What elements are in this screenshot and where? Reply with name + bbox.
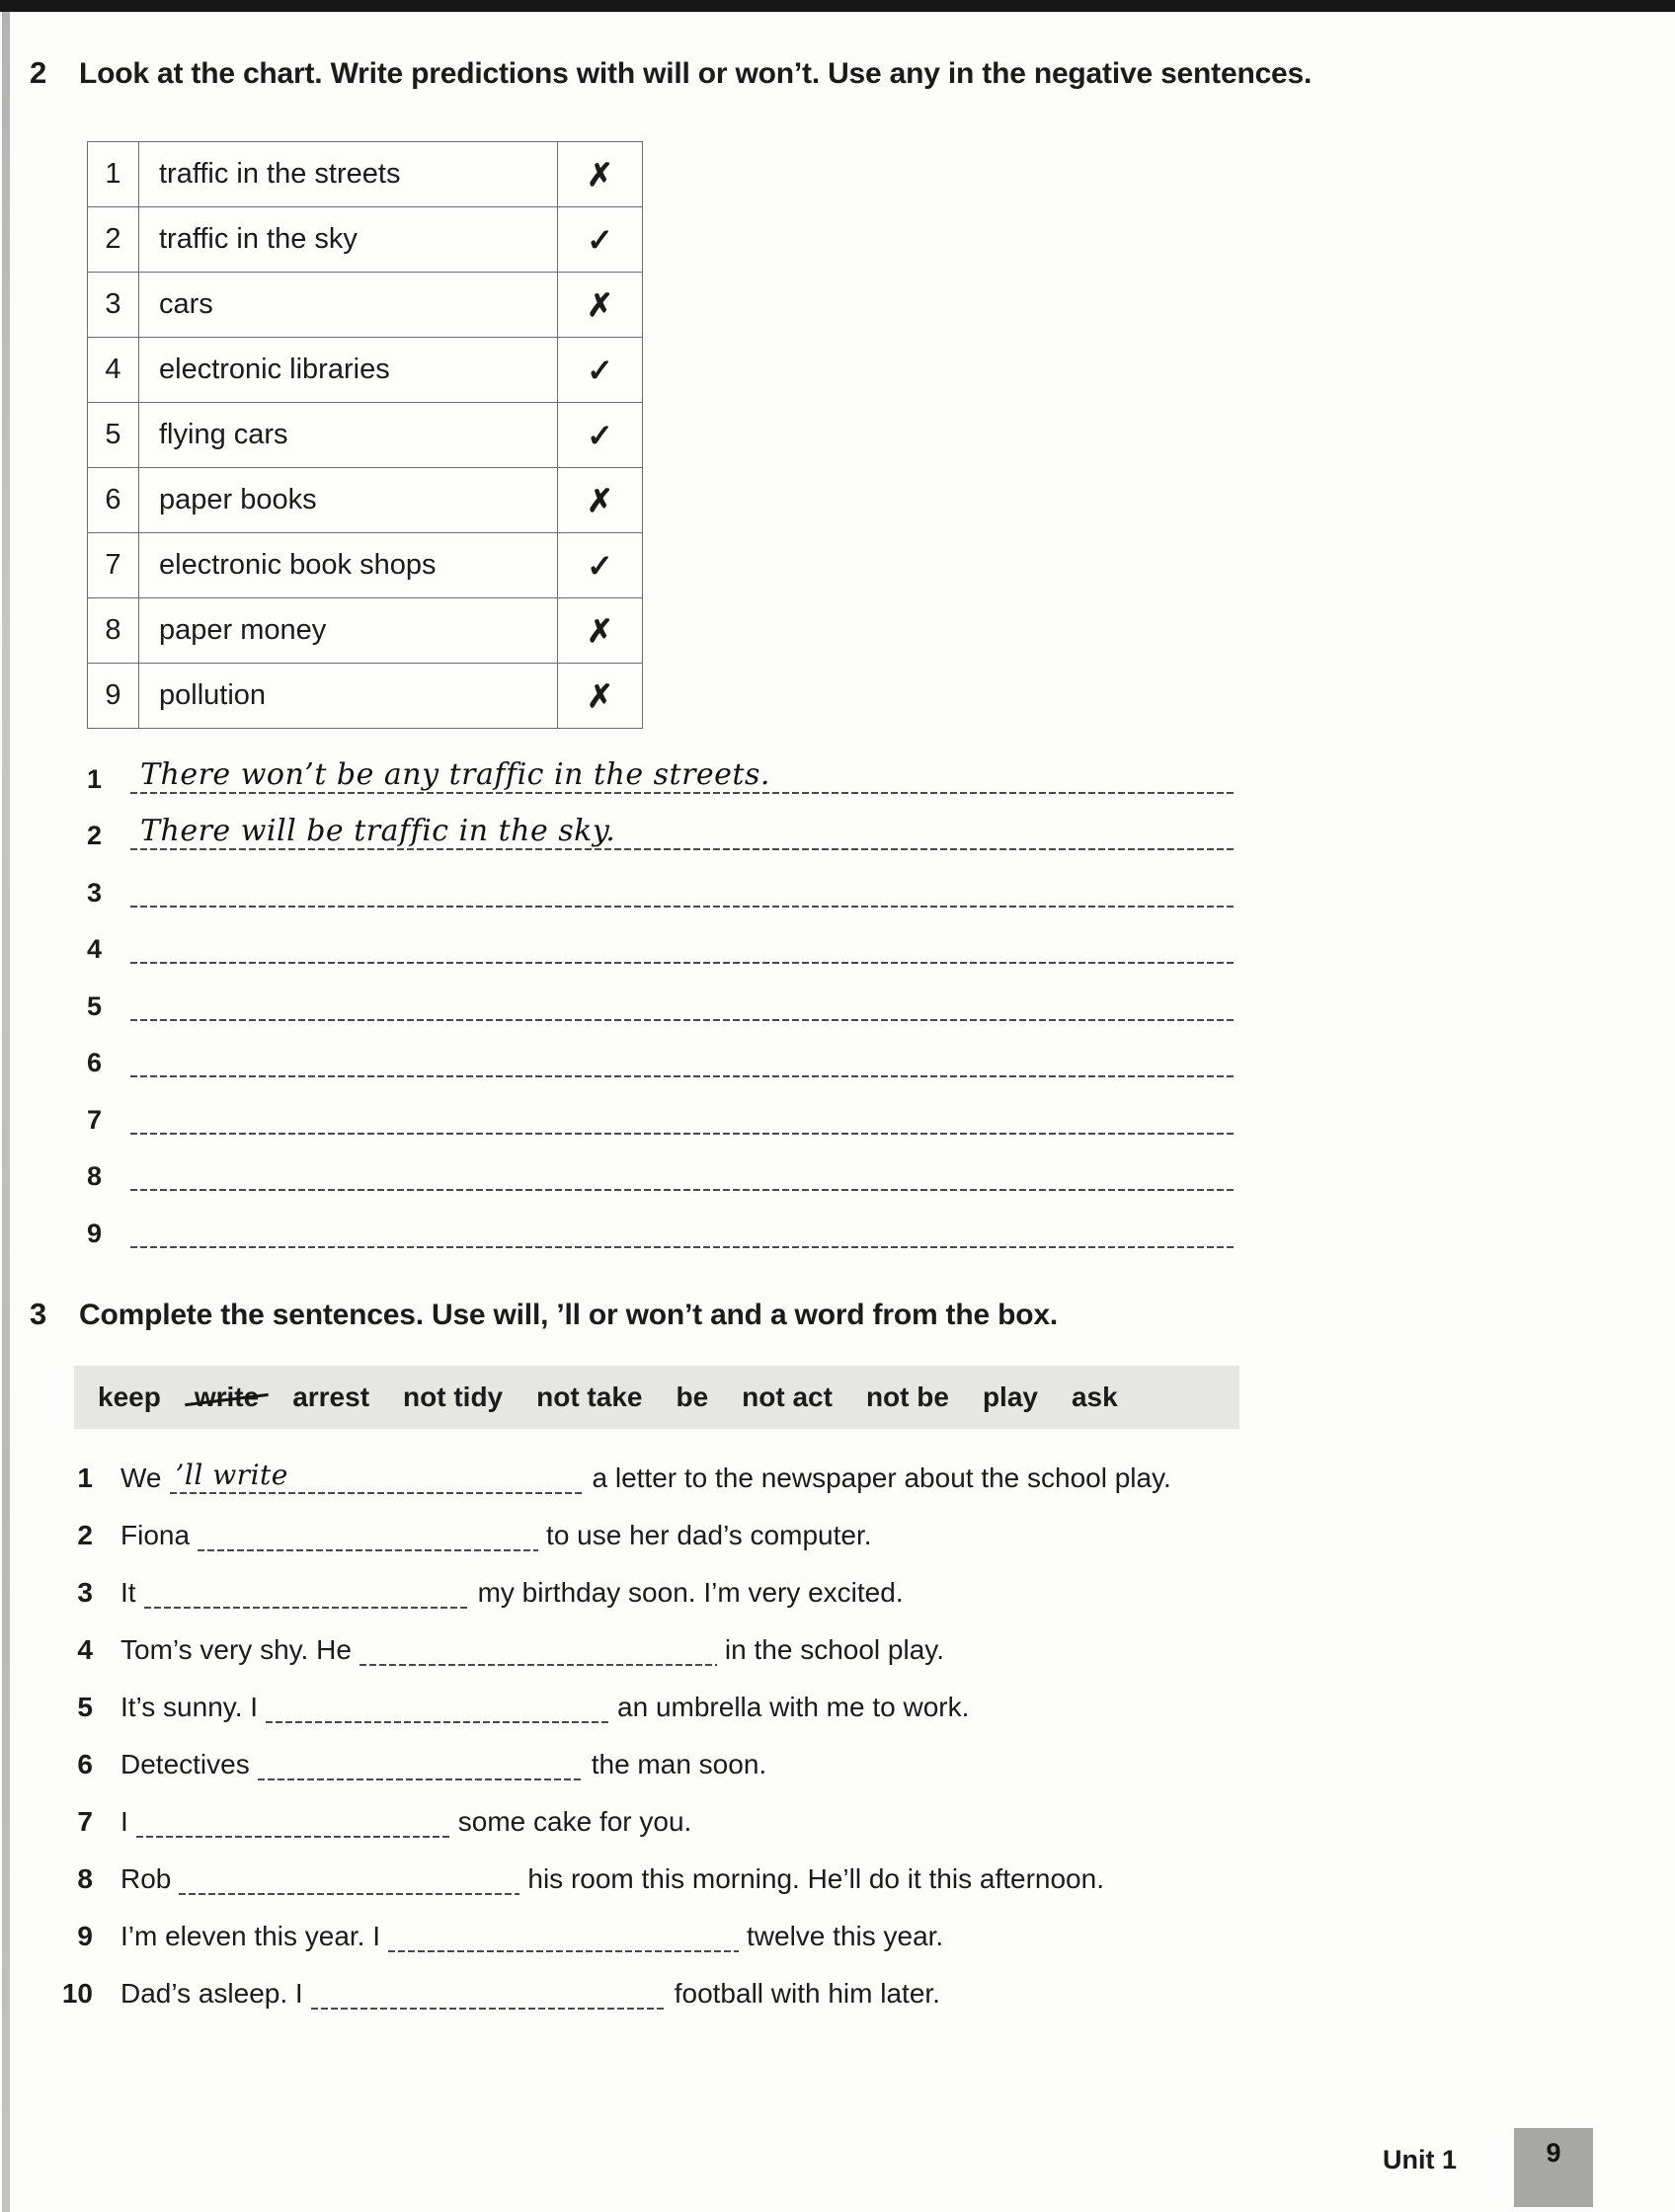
sentence-before: Detectives — [120, 1749, 250, 1779]
exercise2-header — [30, 55, 1312, 91]
chart-row — [88, 207, 643, 273]
sentence-after: my birthday soon. I’m very excited. — [477, 1577, 904, 1608]
sentence-number: 6 — [77, 1749, 93, 1779]
sentence-before: Tom’s very shy. He — [120, 1634, 352, 1665]
chart-row-item: paper money — [139, 598, 558, 664]
sentence-text — [120, 1978, 940, 2010]
chart-row-number: 3 — [88, 273, 139, 338]
answer-row — [87, 908, 1252, 965]
chart-row-number: 1 — [88, 142, 139, 207]
answer-number: 1 — [87, 763, 103, 794]
check-icon: ✓ — [558, 207, 643, 273]
chart-row — [88, 273, 643, 338]
sentence-9-blank[interactable] — [388, 1923, 739, 1952]
sentence-text — [120, 1577, 904, 1609]
sentence-5-blank[interactable] — [266, 1694, 609, 1723]
chart-row-item: cars — [139, 273, 558, 338]
unit-label: Unit 1 — [1383, 2145, 1458, 2174]
word-box-word: arrest — [292, 1382, 370, 1412]
sentence-after: the man soon. — [591, 1749, 767, 1779]
chart-row-number: 7 — [88, 533, 139, 598]
answer-row — [87, 1077, 1252, 1135]
sentence-row — [49, 1494, 1171, 1551]
sentence-before: I — [120, 1806, 128, 1837]
chart-row-number: 9 — [88, 664, 139, 729]
answer-line-1[interactable] — [130, 754, 1235, 794]
handwritten-answer: There won’t be any traffic in the streets. — [140, 756, 770, 792]
word-box-word: not be — [865, 1382, 949, 1412]
answer-number: 4 — [87, 934, 103, 964]
sentence-before: It’s sunny. I — [120, 1692, 259, 1722]
sentence-text — [120, 1863, 1104, 1895]
answer-line-2[interactable] — [130, 811, 1235, 850]
chart-row — [88, 338, 643, 403]
sentence-7-blank[interactable] — [136, 1808, 450, 1838]
sentence-row — [49, 1551, 1171, 1609]
answer-row — [87, 1021, 1252, 1078]
answer-number: 6 — [87, 1048, 103, 1077]
word-box-word: not take — [536, 1382, 643, 1412]
word-box-word: ask — [1071, 1382, 1118, 1412]
sentence-row — [49, 1952, 1171, 2010]
sentence-text — [120, 1459, 1171, 1494]
sentence-number: 10 — [61, 1978, 93, 2009]
answer-row — [87, 1191, 1252, 1248]
exercise3-header — [30, 1297, 1058, 1332]
sentence-before: Dad’s asleep. I — [120, 1978, 303, 2009]
sentence-before: Fiona — [120, 1520, 191, 1550]
sentence-after: some cake for you. — [457, 1806, 692, 1837]
word-box — [74, 1366, 1239, 1429]
sentence-10-blank[interactable] — [311, 1980, 667, 2010]
chart-row — [88, 403, 643, 468]
answer-row — [87, 964, 1252, 1021]
exercise3-number: 3 — [30, 1297, 47, 1331]
answer-line-4[interactable] — [130, 924, 1235, 964]
sentence-number: 9 — [77, 1921, 93, 1951]
answer-number: 7 — [87, 1104, 103, 1135]
sentence-number: 4 — [77, 1634, 93, 1665]
sentence-after: twelve this year. — [747, 1921, 944, 1951]
predictions-chart — [87, 141, 643, 729]
answer-line-9[interactable] — [130, 1209, 1235, 1248]
chart-row-number: 5 — [88, 403, 139, 468]
answer-number: 5 — [87, 990, 103, 1021]
chart-row — [88, 598, 643, 664]
handwritten-answer: There will be traffic in the sky. — [140, 814, 616, 848]
sentence-row — [49, 1723, 1171, 1780]
sentence-text — [120, 1520, 872, 1551]
cross-icon: ✗ — [558, 664, 643, 729]
answer-row — [87, 1135, 1252, 1192]
chart-row-number: 6 — [88, 468, 139, 533]
exercise2-title: Look at the chart. Write predictions with will or won’t. Use any in the negative sentences. — [79, 57, 1313, 90]
chart-row — [88, 142, 643, 207]
sentence-row — [49, 1437, 1171, 1494]
cross-icon: ✗ — [558, 468, 643, 533]
sentence-number: 8 — [77, 1863, 93, 1894]
chart-row — [88, 468, 643, 533]
sentence-after: an umbrella with me to work. — [617, 1692, 970, 1722]
exercise2-answers — [87, 737, 1252, 1248]
word-box-word: keep — [98, 1382, 161, 1412]
sentence-after: his room this morning. He’ll do it this afternoon. — [527, 1863, 1104, 1894]
answer-number: 9 — [87, 1218, 103, 1248]
sentence-number: 5 — [77, 1692, 93, 1722]
sentence-number: 2 — [77, 1520, 93, 1550]
sentence-after: football with him later. — [674, 1978, 940, 2009]
answer-line-3[interactable] — [130, 868, 1235, 908]
chart-row-item: flying cars — [139, 403, 558, 468]
chart-row-item: traffic in the sky — [139, 207, 558, 273]
sentence-row — [49, 1609, 1171, 1666]
sentence-before: We — [120, 1462, 162, 1493]
word-box-word: play — [982, 1382, 1038, 1412]
chart-row-number: 2 — [88, 207, 139, 273]
sentence-number: 3 — [77, 1577, 93, 1608]
exercise3-title: Complete the sentences. Use will, ’ll or won’t and a word from the box. — [79, 1299, 1058, 1331]
check-icon: ✓ — [558, 533, 643, 598]
answer-number: 3 — [87, 877, 103, 908]
sentence-after: in the school play. — [724, 1634, 944, 1665]
answer-line-5[interactable] — [130, 982, 1235, 1021]
chart-row-item: electronic libraries — [139, 338, 558, 403]
check-icon: ✓ — [558, 403, 643, 468]
sentence-text — [120, 1806, 691, 1838]
sentence-before: Rob — [120, 1863, 172, 1894]
sentence-text — [120, 1749, 766, 1780]
sentence-number: 7 — [77, 1806, 93, 1837]
chart-row-number: 4 — [88, 338, 139, 403]
sentence-after: to use her dad’s computer. — [546, 1520, 872, 1550]
check-icon: ✓ — [558, 338, 643, 403]
cross-icon: ✗ — [558, 273, 643, 338]
cross-icon: ✗ — [558, 142, 643, 207]
page-number-box — [1514, 2128, 1593, 2207]
sentence-text — [120, 1921, 943, 1952]
sentence-6-blank[interactable] — [258, 1751, 584, 1780]
chart-row-number: 8 — [88, 598, 139, 664]
sentence-4-blank[interactable] — [359, 1636, 717, 1666]
handwritten-answer: ’ll write — [175, 1459, 288, 1491]
word-box-word: not act — [742, 1382, 833, 1412]
word-box-word: be — [676, 1382, 709, 1412]
sentence-2-blank[interactable] — [198, 1522, 538, 1551]
chart-row-item: electronic book shops — [139, 533, 558, 598]
answer-line-8[interactable] — [130, 1151, 1235, 1191]
sentence-before: It — [120, 1577, 136, 1608]
scan-artifact-left-strip — [2, 12, 10, 2212]
sentence-1-blank[interactable] — [170, 1459, 585, 1494]
sentence-8-blank[interactable] — [179, 1865, 519, 1895]
cross-icon: ✗ — [558, 598, 643, 664]
page-number: 9 — [1546, 2138, 1561, 2168]
exercise2-number: 2 — [30, 55, 47, 90]
chart-row-item: pollution — [139, 664, 558, 729]
answer-row — [87, 794, 1252, 851]
chart-row — [88, 533, 643, 598]
answer-row — [87, 737, 1252, 794]
answer-row — [87, 850, 1252, 908]
sentence-number: 1 — [77, 1462, 93, 1493]
chart-row-item: traffic in the streets — [139, 142, 558, 207]
answer-number: 8 — [87, 1161, 103, 1191]
sentence-row — [49, 1780, 1171, 1838]
chart-row-item: paper books — [139, 468, 558, 533]
answer-line-6[interactable] — [130, 1038, 1235, 1077]
sentence-row — [49, 1838, 1171, 1895]
sentence-3-blank[interactable] — [144, 1579, 470, 1609]
answer-number: 2 — [87, 821, 103, 850]
sentence-text — [120, 1634, 944, 1666]
sentence-after: a letter to the newspaper about the school play. — [592, 1462, 1171, 1493]
sentence-row — [49, 1895, 1171, 1952]
exercise3-sentences — [49, 1437, 1171, 2010]
sentence-text — [120, 1692, 969, 1723]
sentence-row — [49, 1666, 1171, 1723]
answer-line-7[interactable] — [130, 1095, 1235, 1135]
scan-artifact-top-bar — [0, 0, 1675, 12]
word-box-word-crossed-out: write — [194, 1382, 260, 1412]
word-box-word: not tidy — [403, 1382, 504, 1412]
chart-row — [88, 664, 643, 729]
sentence-before: I’m eleven this year. I — [120, 1921, 381, 1951]
